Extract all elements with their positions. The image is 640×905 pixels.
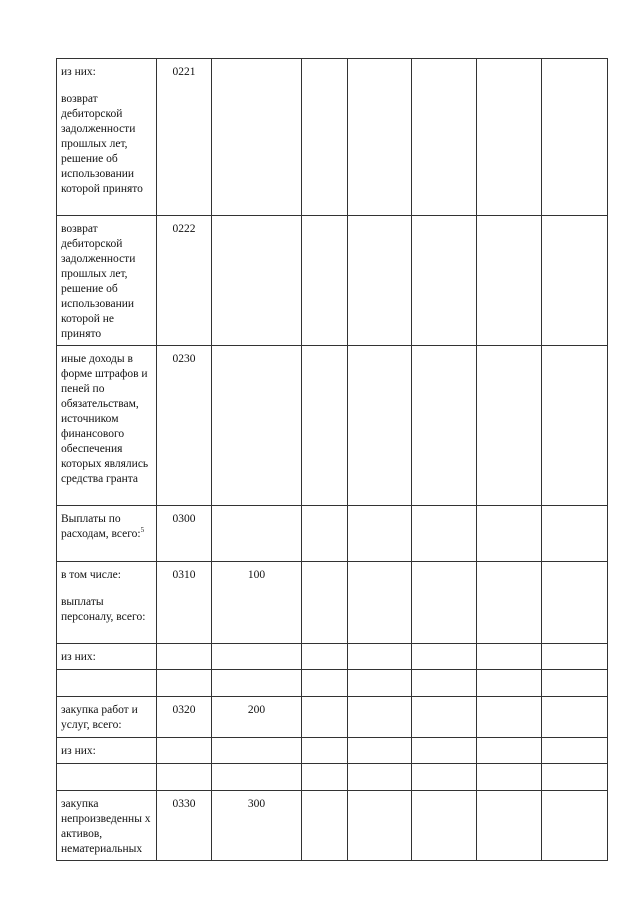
- empty-cell: [348, 791, 412, 861]
- empty-cell: [302, 791, 348, 861]
- empty-cell: [412, 738, 477, 764]
- row-label: из них:: [57, 738, 157, 764]
- row-kbk: [212, 670, 302, 697]
- row-label: [57, 764, 157, 791]
- empty-cell: [412, 506, 477, 562]
- row-label: в том числе: выплаты персоналу, всего:: [57, 562, 157, 644]
- empty-cell: [348, 216, 412, 346]
- row-kbk: 100: [212, 562, 302, 644]
- table-row: [57, 764, 608, 791]
- empty-cell: [348, 562, 412, 644]
- row-label: из них:: [57, 644, 157, 670]
- empty-cell: [542, 670, 608, 697]
- row-code: 0300: [157, 506, 212, 562]
- empty-cell: [412, 346, 477, 506]
- row-kbk: [212, 59, 302, 216]
- empty-cell: [302, 346, 348, 506]
- empty-cell: [412, 562, 477, 644]
- table-row: [57, 644, 608, 670]
- row-code: 0320: [157, 697, 212, 738]
- empty-cell: [412, 791, 477, 861]
- row-label: закупка работ и услуг, всего:: [57, 697, 157, 738]
- table-row: [57, 506, 608, 562]
- empty-cell: [542, 791, 608, 861]
- row-kbk: [212, 738, 302, 764]
- row-code: [157, 764, 212, 791]
- empty-cell: [348, 59, 412, 216]
- empty-cell: [542, 764, 608, 791]
- empty-cell: [477, 791, 542, 861]
- empty-cell: [477, 738, 542, 764]
- table-row: [57, 562, 608, 644]
- row-code: 0310: [157, 562, 212, 644]
- empty-cell: [302, 738, 348, 764]
- empty-cell: [348, 697, 412, 738]
- row-code: 0330: [157, 791, 212, 861]
- report-table: [56, 58, 608, 861]
- row-label: закупка непроизведенны х активов, нематериальных: [57, 791, 157, 861]
- empty-cell: [542, 216, 608, 346]
- empty-cell: [477, 59, 542, 216]
- empty-cell: [412, 697, 477, 738]
- table-row: [57, 697, 608, 738]
- table-row: [57, 346, 608, 506]
- row-kbk: [212, 346, 302, 506]
- empty-cell: [348, 644, 412, 670]
- empty-cell: [302, 670, 348, 697]
- empty-cell: [477, 764, 542, 791]
- empty-cell: [348, 764, 412, 791]
- empty-cell: [477, 506, 542, 562]
- empty-cell: [302, 697, 348, 738]
- row-label: [57, 670, 157, 697]
- empty-cell: [348, 670, 412, 697]
- row-kbk: [212, 506, 302, 562]
- row-kbk: [212, 644, 302, 670]
- empty-cell: [477, 697, 542, 738]
- empty-cell: [348, 738, 412, 764]
- empty-cell: [412, 670, 477, 697]
- empty-cell: [302, 644, 348, 670]
- table-row: [57, 216, 608, 346]
- empty-cell: [348, 346, 412, 506]
- empty-cell: [542, 346, 608, 506]
- empty-cell: [542, 562, 608, 644]
- empty-cell: [412, 644, 477, 670]
- table-row: [57, 59, 608, 216]
- row-kbk: 200: [212, 697, 302, 738]
- empty-cell: [302, 506, 348, 562]
- empty-cell: [542, 738, 608, 764]
- row-code: 0222: [157, 216, 212, 346]
- empty-cell: [477, 346, 542, 506]
- empty-cell: [412, 764, 477, 791]
- row-code: [157, 644, 212, 670]
- empty-cell: [348, 506, 412, 562]
- empty-cell: [477, 216, 542, 346]
- row-label: иные доходы в форме штрафов и пеней по обязательствам, источником финансового обеспечения которых являлись средства гранта: [57, 346, 157, 506]
- empty-cell: [412, 59, 477, 216]
- row-code: 0221: [157, 59, 212, 216]
- row-kbk: [212, 216, 302, 346]
- empty-cell: [302, 764, 348, 791]
- row-label: из них: возврат дебиторской задолженности прошлых лет, решение об использовании которой принято: [57, 59, 157, 216]
- empty-cell: [412, 216, 477, 346]
- empty-cell: [477, 644, 542, 670]
- table-row: [57, 791, 608, 861]
- empty-cell: [477, 670, 542, 697]
- empty-cell: [477, 562, 542, 644]
- empty-cell: [542, 59, 608, 216]
- footnote-mark: 5: [140, 526, 145, 535]
- empty-cell: [542, 644, 608, 670]
- row-label: Выплаты по расходам, всего:$^5$: [57, 506, 157, 562]
- row-kbk: 300: [212, 791, 302, 861]
- row-kbk: [212, 764, 302, 791]
- empty-cell: [302, 59, 348, 216]
- row-code: [157, 738, 212, 764]
- table-row: [57, 738, 608, 764]
- row-label: возврат дебиторской задолженности прошлых лет, решение об использовании которой не принято: [57, 216, 157, 346]
- empty-cell: [542, 697, 608, 738]
- empty-cell: [302, 216, 348, 346]
- table-row: [57, 670, 608, 697]
- row-code: 0230: [157, 346, 212, 506]
- empty-cell: [302, 562, 348, 644]
- empty-cell: [542, 506, 608, 562]
- row-code: [157, 670, 212, 697]
